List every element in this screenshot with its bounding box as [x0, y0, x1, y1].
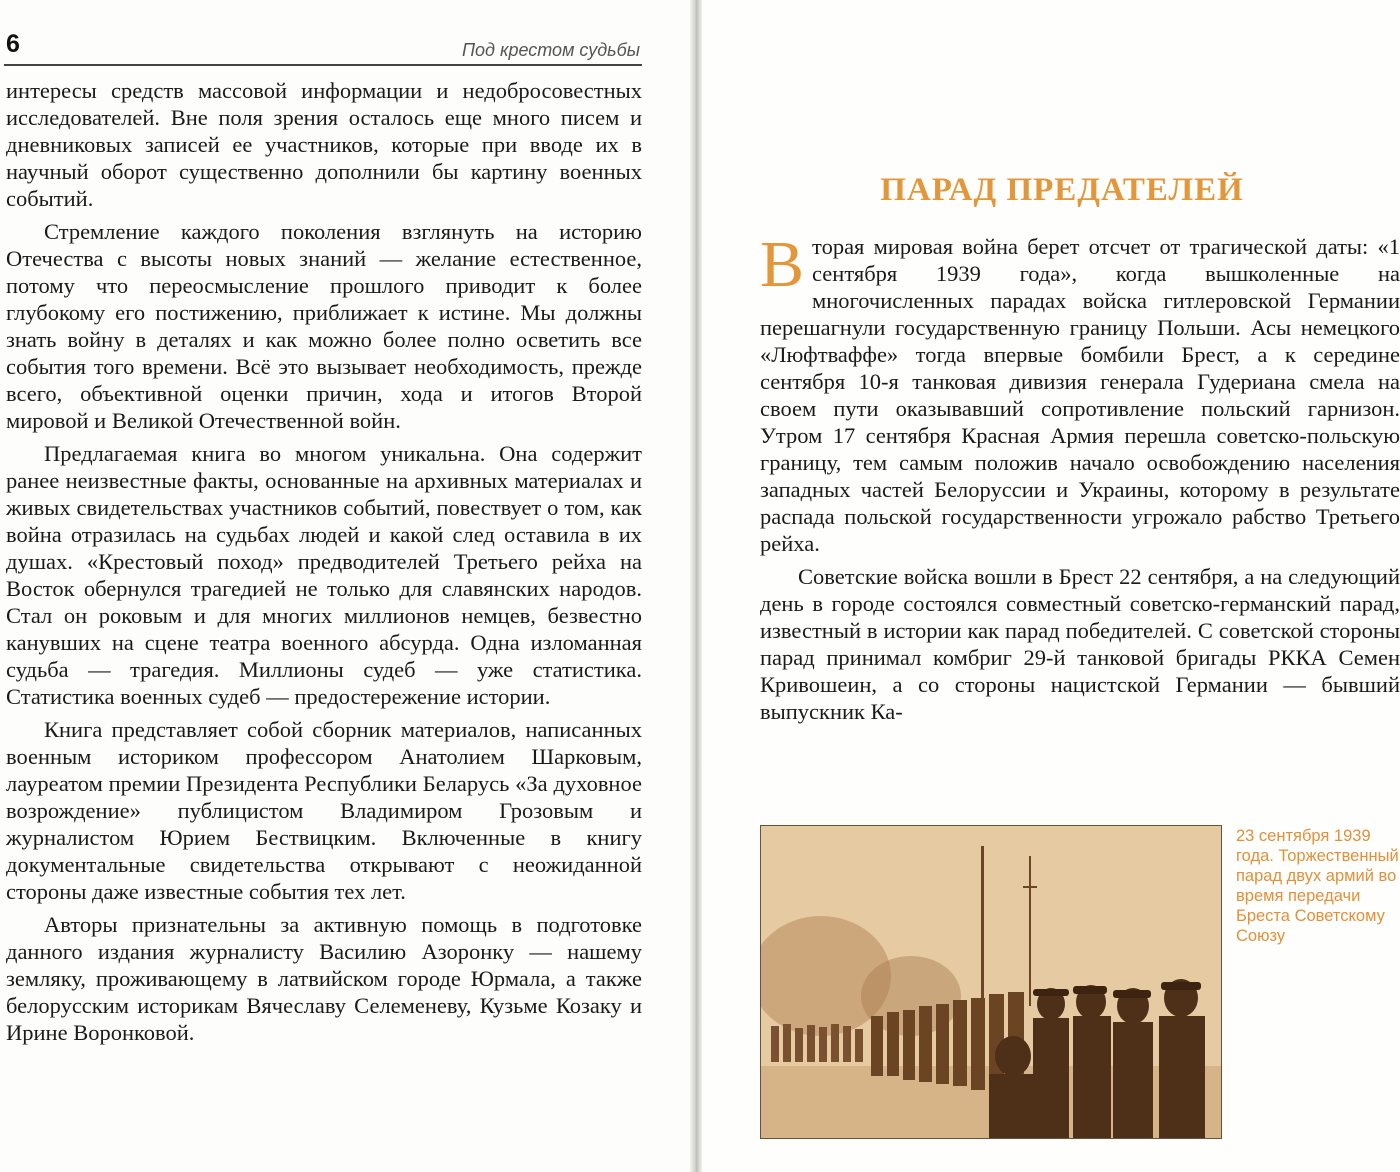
right-page: [702, 0, 1400, 1172]
left-page: [0, 0, 690, 1172]
paragraph: Авторы признательны за активную помощь в подготовке данного издания журналисту Василию Азоронку — нашему земляку, проживающему в латвийском городе Юрмала, а также белорусским историкам Вячеславу Селеменеву, Кузьме Козаку и Ирине Воронковой.: [6, 912, 642, 1045]
header-rule: [4, 64, 642, 66]
page-number: 6: [6, 30, 20, 58]
paragraph: Советские войска вошли в Брест 22 сентября, а на следующий день в городе состоялся совместный советско-германский парад, известный в истории как парад победителей. С советской стороны парад принимал комбриг 29-й танковой бригады РККА Семен Кривошеин, а со стороны нацистской Германии — бывший выпускник Ка-: [760, 564, 1400, 724]
parade-photo: [760, 825, 1222, 1139]
book-gutter: [690, 0, 702, 1172]
right-body-text: [760, 228, 1400, 731]
chapter-title: ПАРАД ПРЕДАТЕЛЕЙ: [880, 172, 1244, 208]
paragraph: интересы средств массовой информации и недобросовестных исследователей. Вне поля зрения осталось еще много писем и дневниковых записей ее участников, которые при вводе их в научный оборот существенно дополнили бы картину военных событий.: [6, 78, 642, 211]
paragraph-text: торая мировая война берет отсчет от трагической даты: «1 сентября 1939 года», когда вышколенные на многочисленных парадах войска гитлеровской Германии перешагнули государственную границу Польши. Асы немецкого «Люфтваффе» тогда впервые бомбили Брест, а к середине сентября 10-я танковая дивизия генерала Гудериана смела на своем пути оказывавший сопротивление польский гарнизон. Утром 17 сентября Красная Армия перешла советско-польскую границу, тем самым положив начало освобождению населения западных частей Белоруссии и Украины, которому в результате распада польской государственности угрожало рабство Третьего рейха.: [760, 234, 1400, 556]
left-body-text: [6, 77, 642, 1052]
paragraph: Книга представляет собой сборник материалов, написанных военным историком профессором Анатолием Шарковым, лауреатом премии Президента Республики Беларусь «За духовное возрождение» публицистом Владимиром Грозовым и журналистом Юрием Бествицким. Включенные в книгу документальные свидетельства открывают с неожиданной стороны даже известные события тех лет.: [6, 717, 642, 904]
photo-caption: 23 сентября 1939 года. Торжественный парад двух армий во время передачи Бреста Советскому Союзу: [1236, 827, 1399, 945]
parade-photo-illustration: [761, 826, 1221, 1138]
paragraph: [760, 228, 1400, 557]
paragraph: Предлагаемая книга во многом уникальна. Она содержит ранее неизвестные факты, основанные на архивных материалах и живых свидетельствах участников событий, повествует о том, как война отразилась на судьбах людей и какой след оставила в их душах. «Крестовый поход» предводителей Третьего рейха на Восток обернулся трагедией не только для славянских народов. Стал он роковым и для многих миллионов немцев, безвестно канувших на сцене театра военного абсурда. Одна изломанная судьба — трагедия. Миллионы судеб — уже статистика. Статистика военных судеб — предостережение истории.: [6, 441, 642, 709]
drop-cap: В: [760, 228, 805, 301]
paragraph: Стремление каждого поколения взглянуть на историю Отечества с высоты новых знаний — желание естественное, потому что переосмысление прошлого приводит к более глубокому его постижению, приближает к истине. Мы должны знать войну в деталях и как можно более полно осветить все события того времени. Всё это вызывает необходимость, прежде всего, объективной оценки причин, хода и итогов Второй мировой и Великой Отечественной войн.: [6, 219, 642, 433]
running-head: Под крестом судьбы: [461, 40, 640, 60]
